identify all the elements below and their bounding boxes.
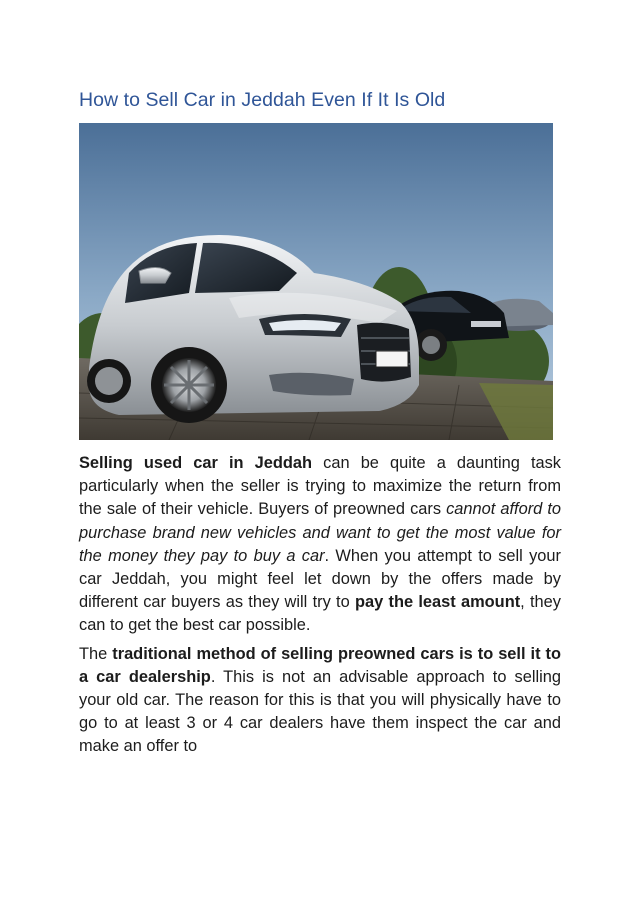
text-run: . When you attempt to sell your car Jeddah, you might feel let down by the offers made by different car buyers as they will try to	[79, 546, 561, 612]
car-photo	[79, 123, 553, 440]
paragraph-1	[79, 452, 561, 638]
bold-run: pay the least amount	[354, 593, 521, 612]
italic-run: cannot afford to purchase brand new vehicles and want to get the most value for the money they pay to buy a car	[79, 500, 561, 565]
paragraph-2	[79, 643, 561, 759]
article-body	[79, 452, 561, 764]
bold-lead: Selling used car in Jeddah	[79, 454, 313, 472]
text-run: . This is not an advisable approach to selling your old car. The reason for this is that you will physically have to go to at least 3 or 4 car dealers have them inspect the car and make an offer to	[79, 667, 561, 756]
page-title: How to Sell Car in Jeddah Even If It Is Old	[79, 89, 446, 111]
text-run: can be quite a daunting task particularly when the seller is trying to maximize the return from the sale of their vehicle. Buyers of preowned cars	[79, 454, 562, 519]
bold-run: traditional method of selling preowned cars is to sell it to a car dealership	[79, 644, 561, 686]
text-run: , they can to get the best car possible.	[79, 593, 561, 635]
text-run: The	[79, 644, 113, 663]
